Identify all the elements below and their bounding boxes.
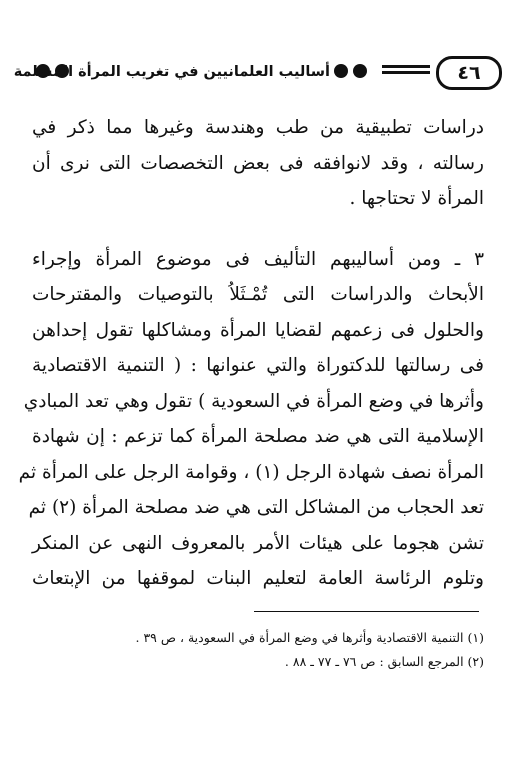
running-title: أساليب العلمانيين في تغريب المرأة المسلمة xyxy=(13,64,330,80)
text-line: الإسلامية التى هي ضد مصلحة المرأة كما تزعم : إن شهادة xyxy=(32,426,484,447)
text-line: دراسات تطبيقية من طب وهندسة وغيرها مما ذكر في xyxy=(32,117,484,138)
page-number: ٤٦ xyxy=(436,56,502,90)
main-text xyxy=(18,110,484,597)
text-line: وأثرها في وضع المرأة في السعودية ) تقول وهي تعد المبادي xyxy=(23,390,484,412)
text-line: تعد الحجاب من المشاكل التى هي ضد مصلحة المرأة (٢) ثم xyxy=(28,497,484,518)
text-line: تشن هجوما على هيئات الأمر بالمعروف النهى عن المنكر xyxy=(32,532,484,554)
text-line: المرأة نصف شهادة الرجل (١) ، وقوامة الرجل على المرأة ثم xyxy=(18,461,484,483)
ornament-dot xyxy=(353,64,367,78)
footnotes xyxy=(32,626,484,674)
text-line: والحلول فى زعمهم لقضايا المرأة ومشاكلها تقول إحداهن xyxy=(32,319,484,341)
text-line: المرأة لا تحتاجها . xyxy=(349,188,484,209)
text-line: رسالته ، وقد لانوافقه فى بعض التخصصات التى نرى أن xyxy=(32,152,484,174)
text-line: ٣ ـ ومن أساليبهم التأليف فى موضوع المرأة وإجراء xyxy=(32,248,484,270)
paragraph-gap xyxy=(32,217,484,242)
text-line: وتلوم الرئاسة العامة لتعليم البنات لموقفها من الإبتعاث xyxy=(32,568,484,589)
text-line: فى رسالتها للدكتوراة والتي عنوانها : ( التنمية الاقتصادية xyxy=(32,355,484,376)
footnote-divider xyxy=(254,611,479,612)
text-line: الأبحاث والدراسات التى تُمْـثَلاُ بالتوصيات والمقترحات xyxy=(32,284,484,305)
footnote-2: (٢) المرجع السابق : ص ٧٦ ـ ٧٧ ـ ٨٨ . xyxy=(284,654,484,669)
ornament-dot xyxy=(334,64,348,78)
footnote-1: (١) التنمية الاقتصادية وأثرها في وضع المرأة في السعودية ، ص ٣٩ . xyxy=(135,630,484,645)
page-header xyxy=(13,56,484,90)
ornament-dots-right xyxy=(334,64,367,78)
header-rule xyxy=(382,65,430,77)
